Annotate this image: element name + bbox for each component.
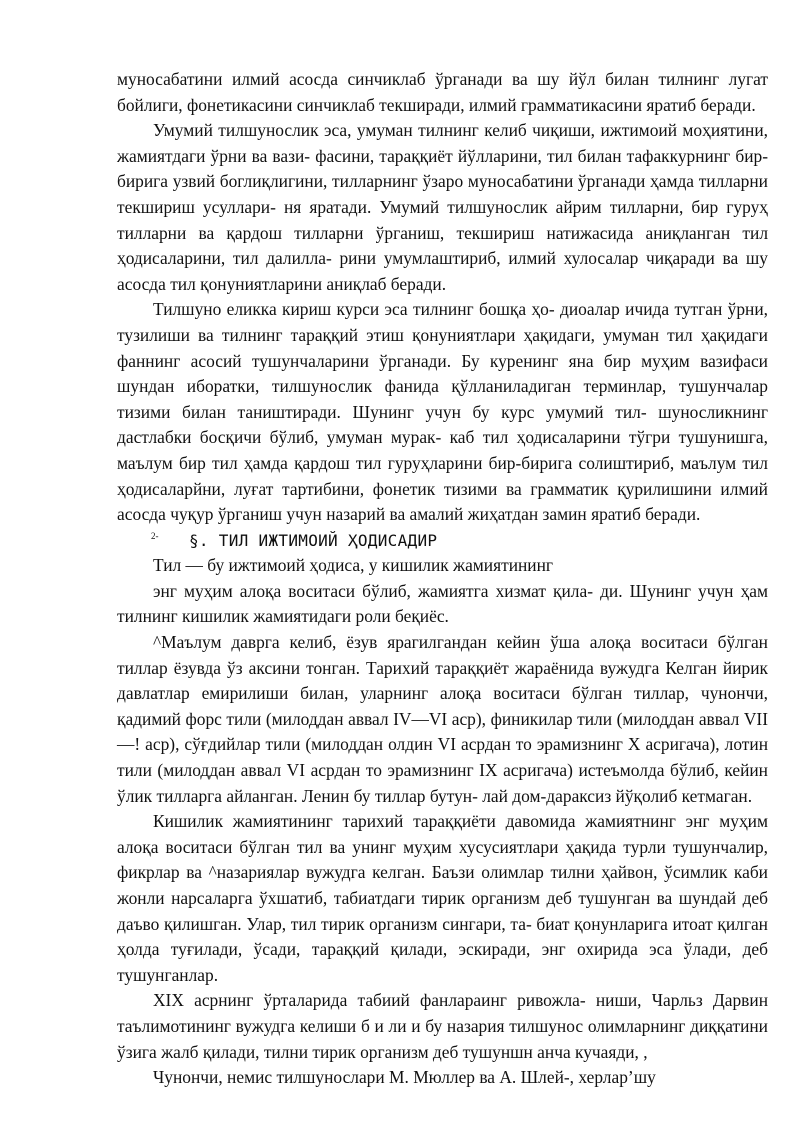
paragraph-intro-course: Тилшуно еликка кириш курси эса тилнинг бошқа ҳо- диоалар ичида тутган ўрни, тузилиши ва тилнинг тараққий этиш қонуниятлари ҳақидаги, умуман тил ҳақидаги фаннинг асосий тушунчаларини ўрганади. Бу куренинг яна бир муҳим вазифаси шундан иборатки, тилшунослик фанида қўлланиладиган терминлар, тушунчалар тизими билан таништиради. Шунинг учун бу курс умумий тил- шуносликнинг дастлабки босқичи бўлиб, умуман мурак- каб тил ҳодисаларини тўгри тушунишга, маълум бир тил ҳамда қардош тил гуруҳларини бир-бирига солиштириб, маълум тил ҳодисаларйни, луғат тартибини, фонетик тизими ва грамматик қурилишини илмий асосда чуқур ўрганиш учун назарий ва амалий жиҳатдан замин яратиб беради. [117,299,768,525]
paragraph-theories: Кишилик жамиятининг тарихий тараққиёти давомида жамиятнинг энг муҳим алоқа воситаси бўлган тил ва унинг муҳим хусусиятлари ҳақида турли тушунчалир, фикрлар ва ^назариялар вужудга келган. Баъзи олимлар тилни ҳайвон, ўсимлик каби жонли нарсаларга ўхшатиб, табиатдаги тирик организм деб тушунган ва шундай деб даъво қилишган. Улар, тил тирик организм сингари, та- биат қонунларига итоат қилган ҳолда туғилади, ўсади, тараққий қилади, эскиради, энг охирида эса ўлади, деб тушунганлар. [117,811,768,985]
paragraph-language-social: Тил — бу ижтимоий ҳодиса, у кишилик жамиятининг [153,555,554,576]
section-number: 2- [151,530,159,541]
paragraph-german-linguists: Чунончи, немис тилшунослари М. Мюллер ва А. Шлей-, херлар’шу [153,1067,656,1088]
paragraph-writing-history: ^Маълум даврга келиб, ёзув ярагилгандан кейин ўша алоқа воситаси бўлган тиллар ёзувда ўз аксини тонган. Тарихий тараққиёт жараёнида вужудга Келган йирик давлатлар емирилиши билан, уларнинг алоқа воситаси бўлган тиллар, чунончи, қадимий форс тили (милоддан аввал IV—VI аср), финикилар тили (милоддан аввал VII—! аср), сўғдийлар тили (милоддан олдин VI асрдан то эрамизнинг X асригача), лотин тили (милоддан аввал VI асрдан то эрамизнинг IX асригача) истеъмолда бўлиб, кейин ўлик тилларга айланган. Ленин бу тиллар бутун- лай дом-дараксиз йўқолиб кетмаган. [117,632,768,806]
section-title: §. ТИЛ ИЖТИМОИЙ ҲОДИСАДИР [189,530,438,550]
section-heading [117,528,768,554]
paragraph-communication-means: энг муҳим алоқа воситаси бўлиб, жамиятга хизмат қила- ди. Шунинг учун ҳам тилнинг кишилик жамиятидаги роли беқиёс. [117,580,768,627]
paragraph-continued: муносабатини илмий асосда синчиклаб ўрганади ва шу йўл билан тилнинг лугат бойлиги, фонетикасини синчиклаб текширади, илмий грамматикасини яратиб беради. [117,69,768,115]
paragraph-xix-century: XIX асрнинг ўрталарида табиий фанлараинг ривожла- ниши, Чарльз Дарвин таълимотининг вужудга келиши б и ли и бу назария тилшунос олимларнинг диққатини ўзига жалб қилади, тилни тирик организм деб тушуншн анча кучаяди, , [117,990,768,1062]
paragraph-general-linguistics: Умумий тилшунослик эса, умуман тилнинг келиб чиқиши, ижтимоий моҳиятини, жамиятдаги ўрни ва вази- фасини, тараққиёт йўлларини, тил билан тафаккурнинг бир-бирига узвий боглиқлигини, тилларнинг ўзаро муносабатини ўрганади ҳамда тилларни текшириш усуллари- ня яратади. Умумий тилшунослик айрим тилларни, бир гуруҳ тилларни ва қардош тилларни ўрганиш, текшириш натижасида аниқланган тил ҳодисаларини, тил далилла- рини умумлаштириб, илмий хулосалар чиқаради ва шу асосда тил қонуниятларини аниқлаб беради. [117,120,768,294]
document-page [117,67,768,1091]
